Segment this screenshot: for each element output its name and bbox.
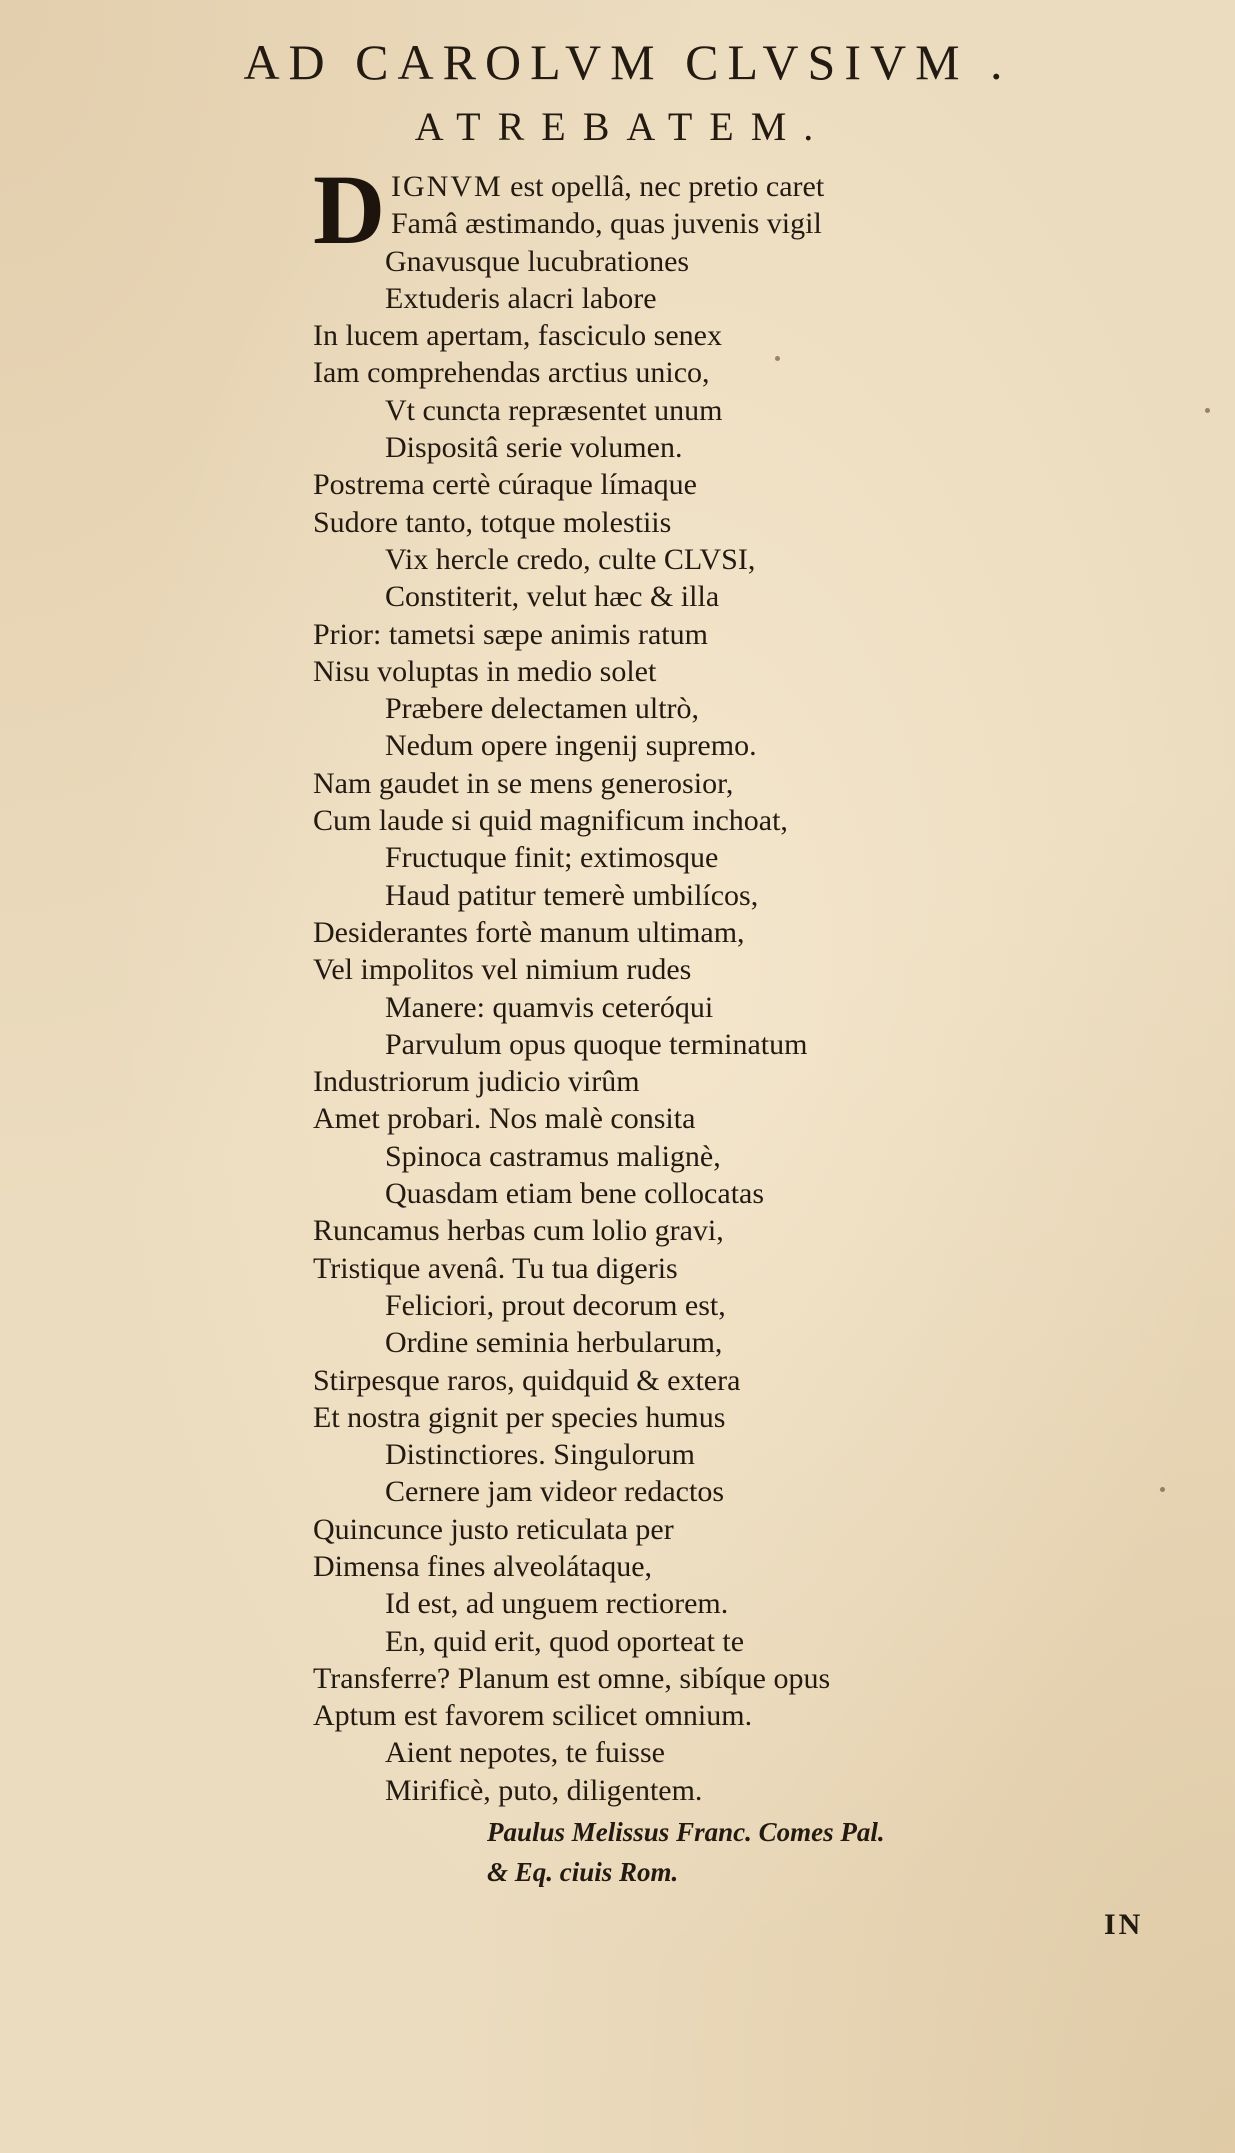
catchword: IN xyxy=(1104,1908,1144,1941)
poem-line: Distinctiores. Singulorum xyxy=(385,1438,695,1472)
poem-line: Nisu voluptas in medio solet xyxy=(313,654,657,688)
poem-line: Ordine seminia herbularum, xyxy=(385,1326,723,1360)
paper-speck xyxy=(775,356,780,361)
poem-line: Industriorum judicio virûm xyxy=(313,1065,640,1099)
poem-line: Desiderantes fortè manum ultimam, xyxy=(313,915,745,949)
poem-line: Parvulum opus quoque terminatum xyxy=(385,1027,808,1061)
poem-line: Constiterit, velut hæc & illa xyxy=(385,580,720,614)
paper-speck xyxy=(1205,408,1210,413)
poem-line: Famâ æstimando, quas juvenis vigil xyxy=(391,207,822,241)
poem-line-first xyxy=(313,168,830,205)
poem-line: Cum laude si quid magnificum inchoat, xyxy=(313,804,788,838)
poem-line: Amet probari. Nos malè consita xyxy=(313,1102,696,1136)
poem-line: Aptum est favorem scilicet omnium. xyxy=(313,1699,753,1733)
signature-line-2: & Eq. ciuis Rom. xyxy=(487,1857,679,1887)
poem-line: Dimensa fines alveolátaque, xyxy=(313,1549,653,1583)
signature-block xyxy=(487,1812,885,1892)
poem-line: En, quid erit, quod oporteat te xyxy=(385,1624,745,1658)
poem-line: Et nostra gignit per species humus xyxy=(313,1400,726,1434)
poem-line: In lucem apertam, fasciculo senex xyxy=(313,319,722,353)
signature-line-1: Paulus Melissus Franc. Comes Pal. xyxy=(487,1817,885,1847)
poem-line: Nedum opere ingenij supremo. xyxy=(385,729,757,763)
poem-line: Præbere delectamen ultrò, xyxy=(385,692,700,726)
poem-line: Extuderis alacri labore xyxy=(385,281,657,315)
poem-line: Haud patitur temerè umbilícos, xyxy=(385,878,759,912)
poem-line: Mirificè, puto, diligentem. xyxy=(385,1773,703,1807)
poem-line: Vt cuncta repræsentet unum xyxy=(385,393,723,427)
poem-line: Gnavusque lucubrationes xyxy=(385,244,690,278)
poem-line: Spinoca castramus malignè, xyxy=(385,1139,721,1173)
first-line-rest: est opellâ, nec pretio caret xyxy=(502,170,825,203)
poem-line: Manere: quamvis ceteróqui xyxy=(385,990,714,1024)
first-word-smallcaps: IGNVM xyxy=(391,170,503,203)
poem-line: Feliciori, prout decorum est, xyxy=(385,1288,726,1322)
page-heading xyxy=(0,30,1235,156)
poem-line: Quasdam etiam bene collocatas xyxy=(385,1177,765,1211)
poem-line: Aient nepotes, te fuisse xyxy=(385,1736,665,1770)
drop-cap: D xyxy=(313,154,386,265)
poem-body xyxy=(313,154,831,1809)
paper-speck xyxy=(1160,1487,1165,1492)
poem-line: Fructuque finit; extimosque xyxy=(385,841,719,875)
poem-line: Prior: tametsi sæpe animis ratum xyxy=(313,617,708,651)
poem-line: Vel impolitos vel nimium rudes xyxy=(313,953,692,987)
heading-title: AD CAROLVM CLVSIVM . xyxy=(243,34,1012,90)
poem-line: Stirpesque raros, quidquid & extera xyxy=(313,1363,741,1397)
poem-line: Sudore tanto, totque molestiis xyxy=(313,505,672,539)
poem-line: Id est, ad unguem rectiorem. xyxy=(385,1587,729,1621)
poem-line: Iam comprehendas arctius unico, xyxy=(313,356,710,390)
heading-subtitle: ATREBATEM. xyxy=(414,104,831,149)
poem-line: Transferre? Planum est omne, sibíque opus xyxy=(313,1661,831,1695)
poem-line: Runcamus herbas cum lolio gravi, xyxy=(313,1214,724,1248)
poem-line: Cernere jam videor redactos xyxy=(385,1475,725,1509)
poem-line: Vix hercle credo, culte CLVSI, xyxy=(385,542,756,576)
poem-line: Postrema certè cúraque límaque xyxy=(313,468,697,502)
poem-line: Nam gaudet in se mens generosior, xyxy=(313,766,734,800)
poem-line: Dispositâ serie volumen. xyxy=(385,431,683,465)
poem-line: Quincunce justo reticulata per xyxy=(313,1512,674,1546)
poem-line: Tristique avenâ. Tu tua digeris xyxy=(313,1251,678,1285)
